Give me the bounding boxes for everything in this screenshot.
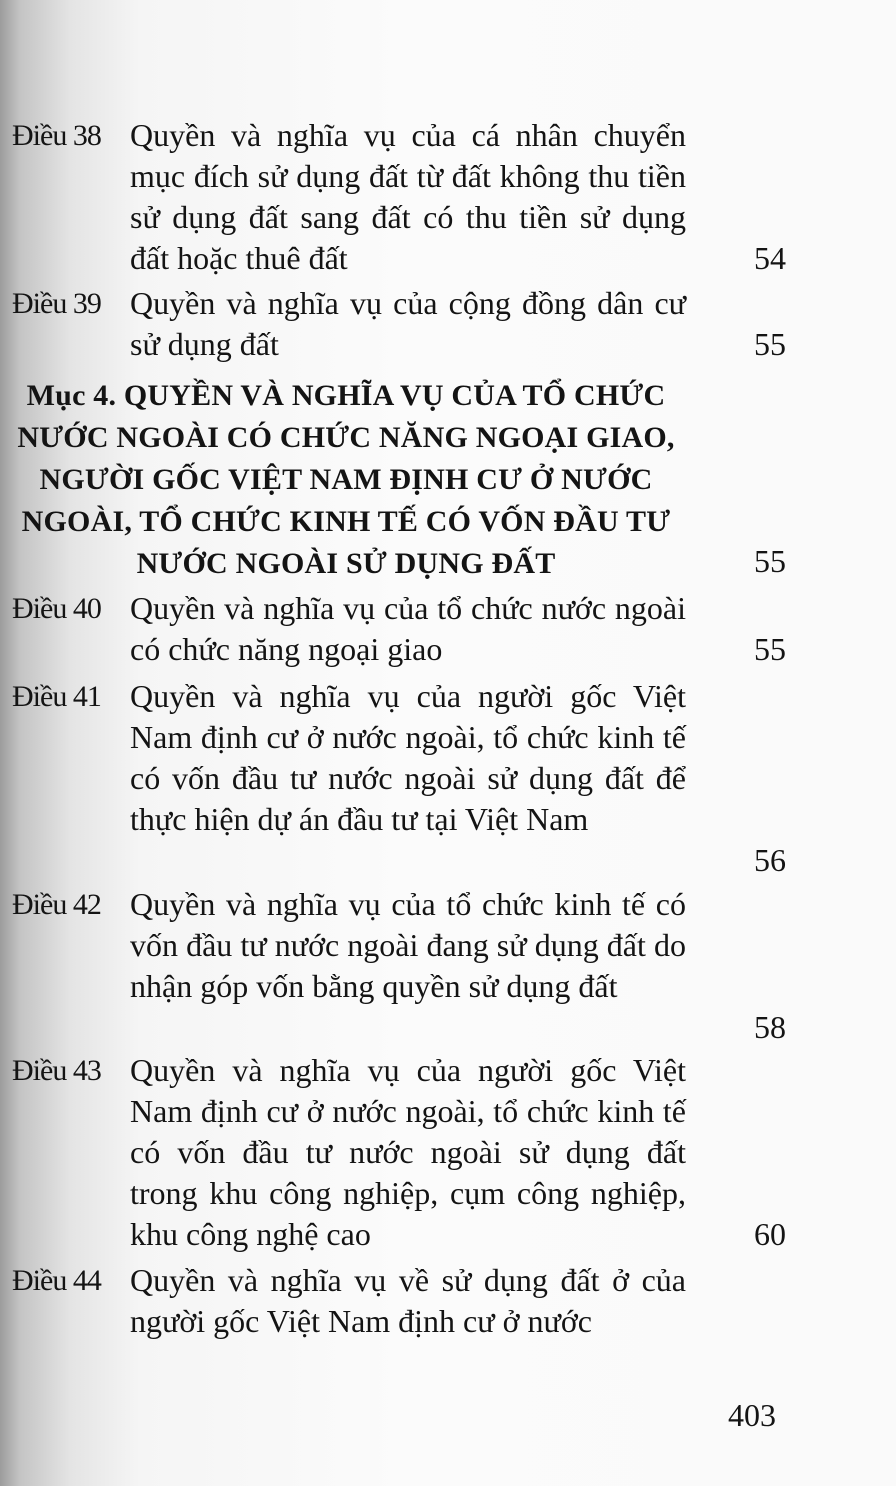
article-page: 60 (754, 1216, 786, 1252)
article-title: Quyền và nghĩa vụ của cộng đồng dân cư sử dụng đất (130, 285, 686, 362)
page-number: 403 (728, 1397, 776, 1433)
article-number: Điều 43 (12, 1054, 101, 1087)
article-title: Quyền và nghĩa vụ của cá nhân chuyển mục đích sử dụng đất từ đất không thu tiền sử dụng đất sang đất có thu tiền sử dụng đất hoặc thuê đất (130, 117, 686, 276)
article-page: 54 (754, 240, 786, 276)
article-number: Điều 44 (12, 1264, 101, 1297)
article-number: Điều 40 (12, 592, 101, 625)
article-title: Quyền và nghĩa vụ của tổ chức kinh tế có vốn đầu tư nước ngoài đang sử dụng đất do nhận góp vốn bằng quyền sử dụng đất (130, 886, 686, 1004)
article-page: 56 (754, 842, 786, 878)
article-title: Quyền và nghĩa vụ của người gốc Việt Nam định cư ở nước ngoài, tổ chức kinh tế có vốn đầu tư nước ngoài sử dụng đất trong khu công nghiệp, cụm công nghiệp, khu công nghệ cao (130, 1052, 686, 1252)
article-page: 58 (754, 1009, 786, 1045)
article-number: Điều 42 (12, 888, 101, 921)
article-title: Quyền và nghĩa vụ của người gốc Việt Nam định cư ở nước ngoài, tổ chức kinh tế có vốn đầu tư nước ngoài sử dụng đất để thực hiện dự án đầu tư tại Việt Nam (130, 678, 686, 837)
article-number: Điều 38 (12, 119, 101, 152)
article-title: Quyền và nghĩa vụ của tổ chức nước ngoài có chức năng ngoại giao (130, 590, 686, 667)
section-page: 55 (754, 543, 786, 579)
article-page: 55 (754, 631, 786, 667)
article-page: 55 (754, 326, 786, 362)
article-number: Điều 39 (12, 287, 101, 320)
section-heading: Mục 4. QUYỀN VÀ NGHĨA VỤ CỦA TỔ CHỨC NƯỚC NGOÀI CÓ CHỨC NĂNG NGOẠI GIAO, NGƯỜI GỐC VIỆT NAM ĐỊNH CƯ Ở NƯỚC NGOÀI, TỔ CHỨC KINH TẾ CÓ VỐN ĐẦU TƯ NƯỚC NGOÀI SỬ DỤNG ĐẤT (17, 379, 675, 580)
article-title: Quyền và nghĩa vụ về sử dụng đất ở của người gốc Việt Nam định cư ở nước (130, 1262, 686, 1339)
article-number: Điều 41 (12, 680, 101, 713)
